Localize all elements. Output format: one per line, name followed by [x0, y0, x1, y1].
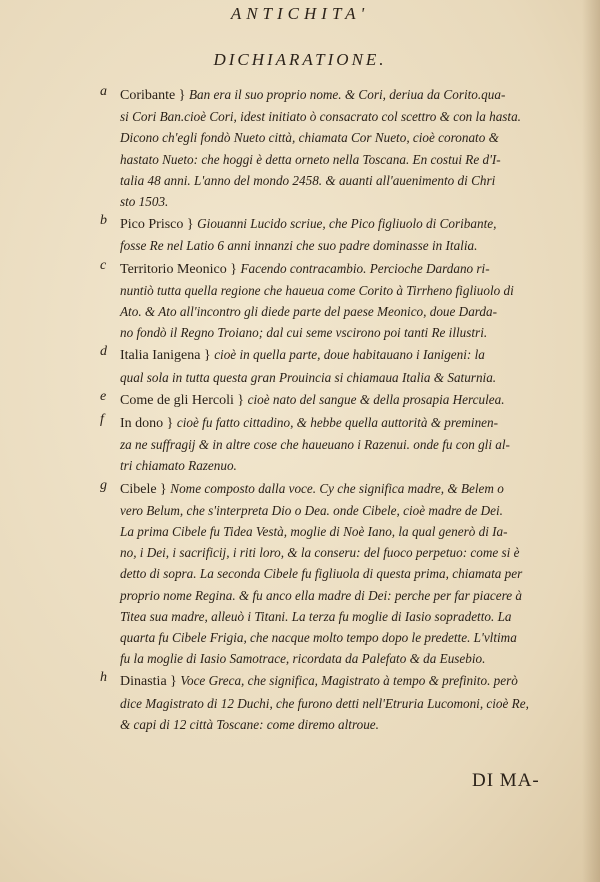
- section-title: DICHIARATIONE.: [213, 50, 387, 69]
- note-term: Pico Prisco: [120, 217, 184, 233]
- note-gloss: cioè in quella parte, doue habitauano i Ianigeni: la: [214, 347, 485, 363]
- annotation-list: [100, 84, 574, 736]
- brace-glyph: }: [233, 392, 248, 408]
- note-gloss: qual sola in tutta questa gran Prouincia si chiamaua Italia & Saturnia.: [120, 369, 497, 385]
- note-line: [120, 478, 574, 500]
- note-line: [120, 367, 574, 388]
- note-gloss: tri chiamato Razenuo.: [120, 458, 237, 474]
- note-gloss: Nome composto dalla voce. Cy che significa madre, & Belem o: [170, 480, 504, 496]
- note-letter: d: [100, 344, 107, 360]
- note-line: [120, 648, 574, 669]
- note-gloss: za ne suffragij & in altre cose che haueuano i Razenui. onde fu con gli al-: [120, 437, 510, 453]
- note-line: [120, 434, 574, 455]
- note-gloss: Facendo contracambio. Percioche Dardano ri-: [240, 260, 490, 276]
- annotation-entry: [100, 670, 574, 735]
- page-edge-shadow: [582, 0, 600, 882]
- note-gloss: cioè fu fatto cittadino, & hebbe quella auttorità & preminen-: [176, 415, 498, 431]
- annotation-entry: [100, 344, 574, 387]
- note-gloss: sto 1503.: [120, 194, 169, 210]
- note-letter: e: [100, 388, 107, 404]
- note-term: Coribante: [120, 88, 176, 103]
- note-line: [120, 127, 574, 148]
- brace-glyph: }: [156, 481, 171, 497]
- note-gloss: fu la moglie di Iasio Samotrace, ricordata da Palefato & da Eusebio.: [120, 651, 486, 667]
- brace-glyph: }: [183, 217, 198, 233]
- note-gloss: & capi di 12 città Toscane: come diremo altroue.: [120, 716, 379, 732]
- note-gloss: vero Belum, che s'interpreta Dio o Dea. onde Cibele, cioè madre de Dei.: [120, 502, 503, 518]
- note-line: [120, 606, 574, 627]
- brace-glyph: }: [175, 88, 189, 103]
- brace-glyph: }: [200, 348, 215, 364]
- note-line: [120, 714, 574, 735]
- note-line: [120, 213, 574, 235]
- note-gloss: detto di sopra. La seconda Cibele fu figliuola di questa prima, chiamata per: [120, 566, 523, 582]
- brace-glyph: }: [166, 674, 181, 690]
- note-gloss: no fondò il Regno Troiano; dal cui seme vscirono poi tanti Re illustri.: [120, 325, 488, 341]
- note-gloss: quarta fu Cibele Frigia, che nacque molto tempo dopo le predette. L'vltima: [120, 630, 517, 646]
- note-gloss: Giouanni Lucido scriue, che Pico figliuolo di Coribante,: [197, 216, 497, 232]
- note-line: [120, 627, 574, 648]
- note-line: [120, 693, 574, 714]
- note-line: [120, 322, 574, 343]
- note-line: [120, 670, 574, 692]
- note-line: [120, 149, 574, 170]
- note-line: [120, 280, 574, 301]
- note-line: [120, 563, 574, 584]
- note-gloss: proprio nome Regina. & fu anco ella madre di Dei: perche per far piacere à: [120, 587, 523, 603]
- note-line: [120, 412, 574, 434]
- note-letter: f: [100, 412, 104, 428]
- note-gloss: si Cori Ban.cioè Cori, idest initiato ò consacrato col scettro & con la hasta.: [120, 109, 521, 125]
- note-line: [120, 84, 574, 106]
- annotation-entry: [100, 412, 574, 477]
- running-head: ANTICHITA': [230, 4, 370, 23]
- note-line: [120, 344, 574, 366]
- note-gloss: La prima Cibele fu Tidea Vestà, moglie di Noè Iano, la qual generò di Ia-: [120, 524, 508, 540]
- annotation-entry: [100, 478, 574, 670]
- note-gloss: Titea sua madre, alleuò i Titani. La terza fu moglie di Iasio sopradetto. La: [120, 608, 512, 624]
- note-line: [120, 170, 574, 191]
- note-gloss: Voce Greca, che significa, Magistrato à tempo & prefinito. però: [180, 673, 518, 689]
- note-gloss: cioè nato del sangue & della prosapia Herculea.: [247, 391, 505, 407]
- note-line: [120, 235, 574, 256]
- note-gloss: fosse Re nel Latio 6 anni innanzi che suo padre dominasse in Italia.: [120, 238, 478, 254]
- note-line: [120, 585, 574, 606]
- note-letter: a: [100, 84, 107, 99]
- note-line: [120, 106, 574, 127]
- note-term: In dono: [120, 416, 164, 432]
- note-line: [120, 521, 574, 542]
- note-term: Italia Ianigena: [120, 348, 201, 364]
- note-term: Come de gli Hercoli: [120, 392, 234, 408]
- note-gloss: Ato. & Ato all'incontro gli diede parte del paese Meonico, doue Darda-: [120, 304, 498, 320]
- note-gloss: Dicono ch'egli fondò Nueto città, chiamata Cor Nueto, cioè coronato &: [120, 130, 499, 146]
- note-line: [120, 191, 574, 212]
- note-gloss: nuntiò tutta quella regione che haueua come Corito à Tirrheno figliuolo di: [120, 282, 514, 298]
- annotation-entry: [100, 389, 574, 411]
- note-letter: h: [100, 670, 107, 686]
- note-line: [120, 258, 574, 280]
- brace-glyph: }: [163, 416, 177, 432]
- note-gloss: dice Magistrato di 12 Duchi, che furono detti nell'Etruria Lucomoni, cioè Re,: [120, 695, 529, 711]
- note-letter: b: [100, 213, 107, 229]
- note-letter: c: [100, 257, 107, 273]
- note-line: [120, 542, 574, 563]
- note-gloss: hastato Nueto: che hoggi è detta orneto nella Toscana. En costui Re d'I-: [120, 151, 501, 167]
- annotation-entry: [100, 258, 574, 344]
- note-line: [120, 500, 574, 521]
- note-line: [120, 301, 574, 322]
- note-line: [120, 455, 574, 476]
- note-gloss: Ban era il suo proprio nome. & Cori, deriua da Corito.qua-: [188, 87, 506, 102]
- catchword: DI MA-: [472, 770, 540, 791]
- note-term: Cibele: [120, 481, 157, 497]
- note-term: Dinastia: [120, 674, 167, 690]
- note-term: Territorio Meonico: [120, 261, 227, 277]
- brace-glyph: }: [226, 261, 241, 277]
- annotation-entry: [100, 84, 574, 212]
- note-gloss: talia 48 anni. L'anno del mondo 2458. & auanti all'auenimento di Chri: [120, 172, 496, 188]
- note-letter: g: [100, 477, 107, 493]
- note-line: [120, 389, 574, 411]
- note-gloss: no, i Dei, i sacrificij, i riti loro, & la conseru: del fuoco perpetuo: come si è: [120, 545, 520, 561]
- annotation-entry: [100, 213, 574, 256]
